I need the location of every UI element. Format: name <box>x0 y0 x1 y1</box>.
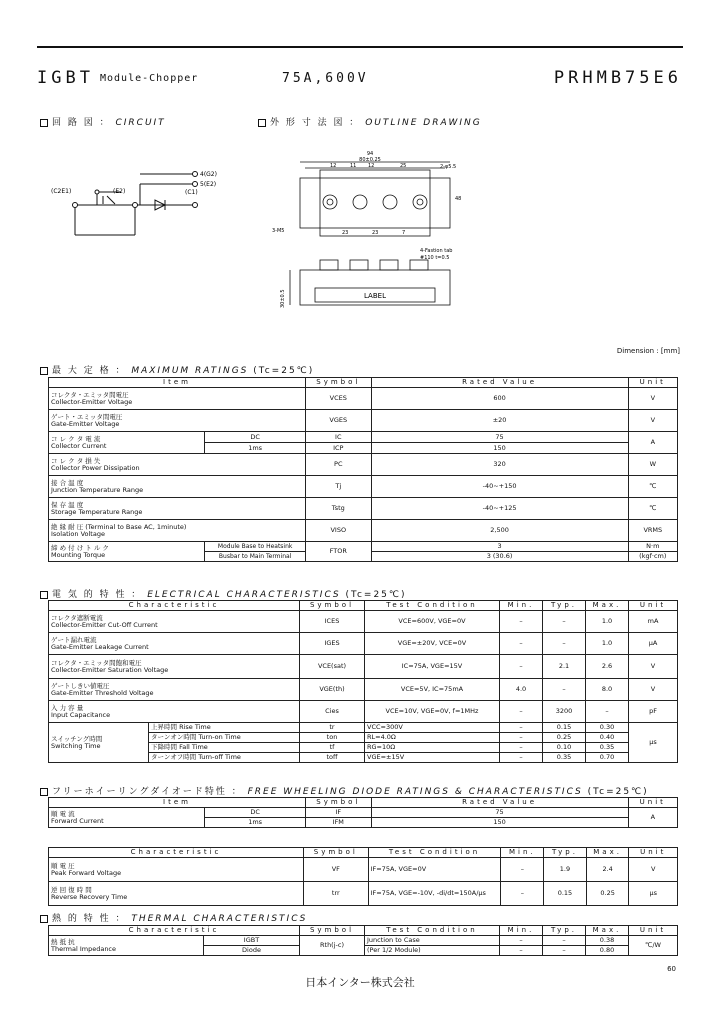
device-rating: 75A,600V <box>282 71 369 86</box>
dim-3m5: 3-M5 <box>272 228 285 234</box>
fwd-title: フリーホイーリングダイオード特性 ： FREE WHEELING DIODE RATINGS & CHARACTERISTICS (Tc=25℃) <box>40 784 649 797</box>
top-rule <box>37 46 683 48</box>
max-ratings-table: Item Symbol Rated Value Unit コレクタ・エミッタ間電圧 Collector-Emitter Voltage VCES 600 V ゲート・エミッタ間電圧 Gate-Emitter Voltage VGES ±20 V コ レ ク タ 電 流 Collector Current DC IC 75 A 1ms ICP 150 コ レ ク タ 損 失 Collector Power Dissipation PC 320 W 接 合 温 度 Junction Temperature Range Tj -40~+150 ℃ 保 存 温 度 Storage Temperature Range Tstg -40~+125 ℃ 絶 縁 耐 圧 (Terminal to Base AC, 1minute) Isolation Voltage VISO 2,500 VRMS 締 め 付 け ト ル ク Mounting Torque Module Base to Heatsink FTOR 3 N·m Busbar to Main Terminal 3 (30.6) (kgf·cm) <box>48 377 678 562</box>
page-number: 60 <box>667 965 676 973</box>
circuit-label-c2e1: (C2E1) <box>51 188 72 195</box>
circuit-diagram <box>45 160 245 245</box>
dim-12a: 12 <box>330 163 337 169</box>
circuit-title: 回 路 図 ： CIRCUIT <box>40 115 166 128</box>
dim-tab2: #110 t=0.5 <box>420 255 450 261</box>
dim-23a: 23 <box>342 230 349 236</box>
device-subtitle: Module-Chopper <box>100 73 199 84</box>
elec-title: 電 気 的 特 性 ： ELECTRICAL CHARACTERISTICS (Tc=25℃) <box>40 587 407 600</box>
circuit-label-e2b: 5(E2) <box>200 181 217 188</box>
label-text: LABEL <box>364 292 386 300</box>
dim-80: 80±0.25 <box>359 157 381 163</box>
dim-7: 7 <box>402 230 406 236</box>
thermal-title: 熱 的 特 性 ： THERMAL CHARACTERISTICS <box>40 911 307 924</box>
dim-2phi: 2-φ5.5 <box>440 164 457 170</box>
fwd-char-table: Characteristic Symbol Test Condition Min. Typ. Max. Unit 順 電 圧 Peak Forward Voltage VF IF=75A, VGE=0V – 1.9 2.4 V 逆 回 復 時 間 Reverse Recovery Time trr IF=75A, VGE=-10V, -di/dt=150A/μs – 0.15 0.25 μs <box>48 847 678 906</box>
device-type: IGBT <box>37 68 94 88</box>
dim-23b: 23 <box>372 230 379 236</box>
circuit-label-e2: (E2) <box>113 188 126 195</box>
dim-48: 48 <box>455 196 462 202</box>
dim-height: 30±0.5 <box>280 289 286 308</box>
company-name: 日本インター株式会社 <box>305 976 415 989</box>
dim-25: 25 <box>400 163 407 169</box>
fwd-ratings-table: Item Symbol Rated Value Unit 順 電 流 Forward Current DC IF 75 A 1ms IFM 150 <box>48 797 678 828</box>
part-number: PRHMB75E6 <box>553 68 682 88</box>
dim-tab: 4-Fastion tab <box>420 248 453 254</box>
max-ratings-title: 最 大 定 格 ： MAXIMUM RATINGS (Tc=25℃) <box>40 363 314 376</box>
dimension-note: Dimension : [mm] <box>616 347 680 355</box>
dim-11: 11 <box>350 163 357 169</box>
elec-table: Characteristic Symbol Test Condition Min. Typ. Max. Unit コレクタ遮断電流 Collector-Emitter Cut-Off Current ICES VCE=600V, VGE=0V – – 1.0 mA ゲート漏れ電流 Gate-Emitter Leakage Current IGES VGE=±20V, VCE=0V – – 1.0 μA コレクタ・エミッタ間飽和電圧 Collector-Emitter Saturation Voltage VCE(sat) IC=75A, VGE=15V – 2.1 2.6 V ゲートしきい値電圧 Gate-Emitter Threshold Voltage VGE(th) VCE=5V, IC=75mA 4.0 – 8.0 V 入 力 容 量 Input Capacitance Cies VCE=10V, VGE=0V, f=1MHz – 3200 – pF スイッチング時間 Switching Time 上昇時間 Rise Time tr VCC=300V – 0.15 0.30 μs ターンオン時間 Turn-on Time ton RL=4.0Ω – 0.25 0.40 下降時間 Fall Time tf RG=10Ω – 0.10 0.35 ターンオフ時間 Turn-off Time toff VGE=±15V – 0.35 0.70 <box>48 600 678 763</box>
dim-12b: 12 <box>368 163 375 169</box>
circuit-label-g2: 4(G2) <box>200 171 217 178</box>
outline-drawing <box>270 140 480 325</box>
circuit-label-c1: (C1) <box>185 189 198 196</box>
thermal-table: Characteristic Symbol Test Condition Min. Typ. Max. Unit 熱 抵 抗 Thermal Impedance IGBT Rth(j-c) Junction to Case – – 0.38 ℃/W Diode (Per 1/2 Module) – – 0.80 <box>48 925 678 956</box>
outline-title: 外 形 寸 法 図 ： OUTLINE DRAWING <box>258 115 482 128</box>
dim-94: 94 <box>366 151 374 157</box>
